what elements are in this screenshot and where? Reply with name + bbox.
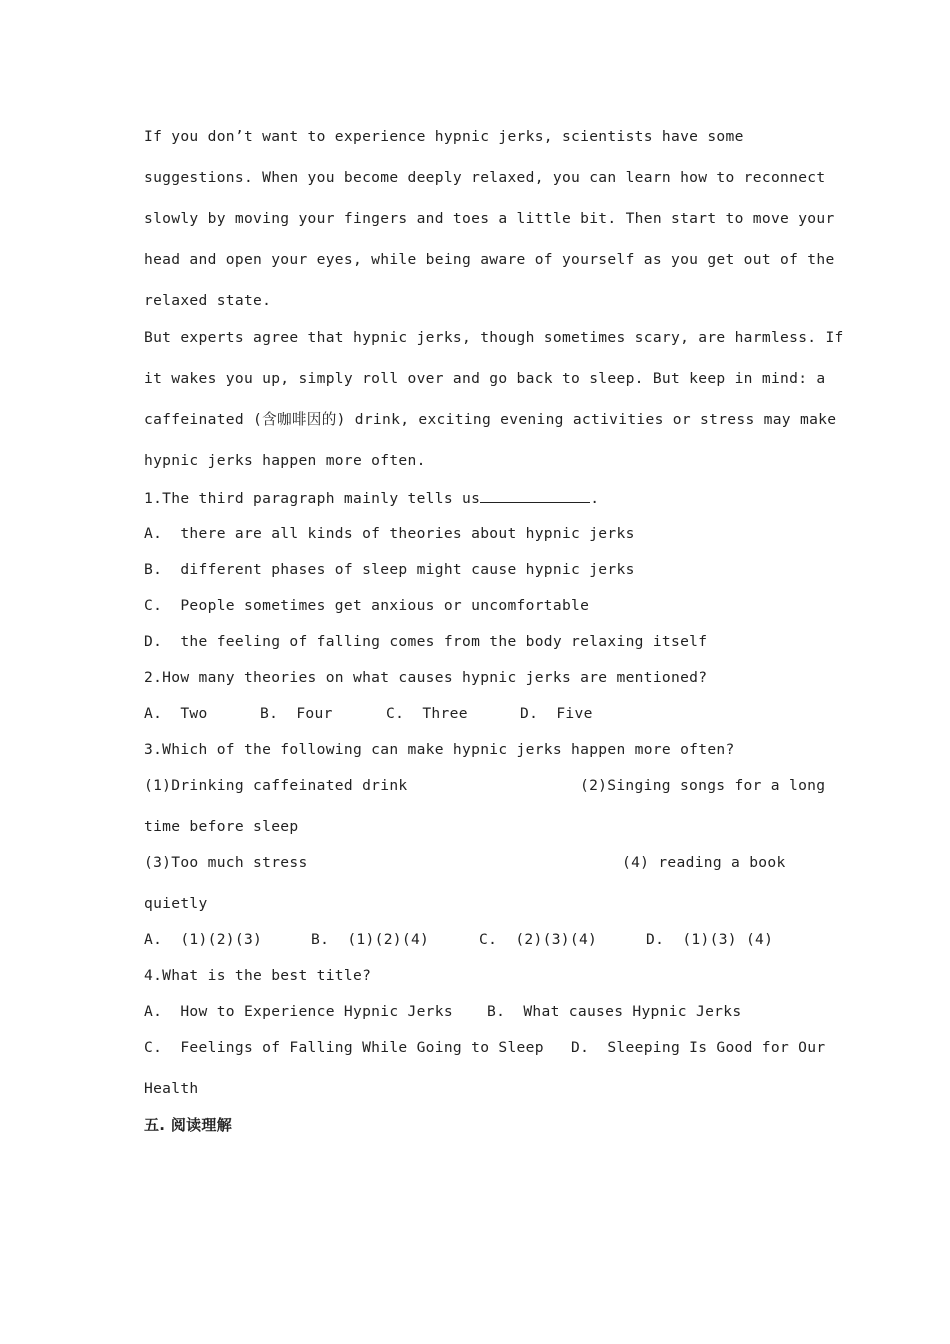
question-3-item-2-cont: time before sleep — [144, 818, 299, 835]
passage-line: head and open your eyes, while being aware of yourself as you get out of the — [144, 251, 835, 268]
question-3-item-4: (4) reading a book — [622, 854, 786, 871]
stem-end: . — [590, 490, 600, 507]
question-1-option-b: B. different phases of sleep might cause hypnic jerks — [144, 561, 635, 578]
section-heading: 五. 阅读理解 — [144, 1116, 233, 1134]
question-4-option-b: B. What causes Hypnic Jerks — [487, 1003, 742, 1020]
question-4-option-d: D. Sleeping Is Good for Our — [571, 1039, 826, 1056]
question-1-option-a: A. there are all kinds of theories about hypnic jerks — [144, 525, 635, 542]
passage-line: relaxed state. — [144, 292, 272, 309]
passage-line: hypnic jerks happen more often. — [144, 452, 426, 469]
passage-line: it wakes you up, simply roll over and go back to sleep. But keep in mind: a — [144, 370, 826, 387]
question-3-stem: 3.Which of the following can make hypnic jerks happen more often? — [144, 741, 735, 758]
question-3-item-1: (1)Drinking caffeinated drink — [144, 777, 408, 794]
passage-line: suggestions. When you become deeply relaxed, you can learn how to reconnect — [144, 169, 826, 186]
question-3-item-2: (2)Singing songs for a long — [580, 777, 826, 794]
question-2-option-d: D. Five — [520, 705, 593, 722]
question-1-option-c: C. People sometimes get anxious or uncomfortable — [144, 597, 590, 614]
question-stem-text: 1.The third paragraph mainly tells us — [144, 490, 481, 507]
question-3-option-a: A. (1)(2)(3) — [144, 931, 263, 948]
question-2-option-c: C. Three — [386, 705, 468, 722]
question-4-option-d-cont: Health — [144, 1080, 199, 1097]
passage-line: But experts agree that hypnic jerks, though sometimes scary, are harmless. If — [144, 329, 844, 346]
question-2-stem: 2.How many theories on what causes hypnic jerks are mentioned? — [144, 669, 708, 686]
question-3-option-c: C. (2)(3)(4) — [479, 931, 598, 948]
question-4-option-a: A. How to Experience Hypnic Jerks — [144, 1003, 453, 1020]
question-1-option-d: D. the feeling of falling comes from the body relaxing itself — [144, 633, 708, 650]
question-2-option-b: B. Four — [260, 705, 333, 722]
question-4-stem: 4.What is the best title? — [144, 967, 372, 984]
passage-line: caffeinated (含咖啡因的) drink, exciting evening activities or stress may make — [144, 411, 837, 428]
question-3-item-3: (3)Too much stress — [144, 854, 308, 871]
question-2-option-a: A. Two — [144, 705, 208, 722]
question-3-option-b: B. (1)(2)(4) — [311, 931, 430, 948]
question-4-option-c: C. Feelings of Falling While Going to Sleep — [144, 1039, 544, 1056]
question-3-option-d: D. (1)(3) (4) — [646, 931, 774, 948]
passage-line: slowly by moving your fingers and toes a little bit. Then start to move your — [144, 210, 835, 227]
question-3-item-4-cont: quietly — [144, 895, 208, 912]
passage-line: If you don’t want to experience hypnic jerks, scientists have some — [144, 128, 744, 145]
answer-blank — [480, 488, 590, 503]
question-1-stem — [144, 488, 599, 509]
